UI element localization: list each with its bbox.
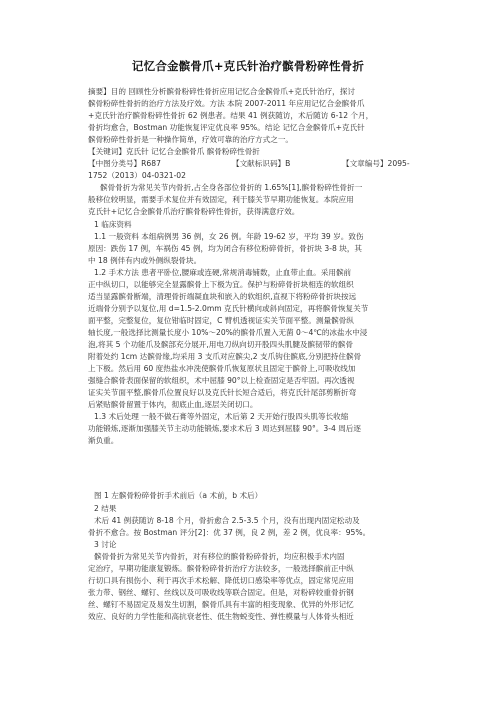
- section-1-2-line: 面平整，完整复位，复位钳临时固定，C 臂机透视证实关节面平整。测量髌骨纵: [88, 316, 354, 325]
- section-heading-3: 3 讨论: [94, 540, 117, 549]
- abstract-line: +克氏针治疗髌骨粉碎性骨折 62 例患者。结果 41 例获随访，术后随访 6-12 个月，: [88, 111, 374, 120]
- section-1-2-line: 后紧贴髌骨留置于体内，彻底止血,逐层关闭切口。: [88, 400, 258, 409]
- section-1-2-line: 近端骨分别予以复位,用 d=1.5-2.0mm 克氏针横向或斜向固定，再将髌骨恢复关节: [88, 304, 369, 313]
- section-1-2-line: 强缝合髌骨表面保留的软组织，术中屈膝 90°以上检查固定是否牢固。再次透视: [88, 376, 355, 385]
- abstract-line: 髌骨粉碎性骨折是一种操作简单，疗效可靠的治疗方式之一。: [88, 135, 294, 144]
- section-1-2-line: 附着处约 1cm 达髌骨缘,均采用 3 支爪对应髌尖,2 支爪钩住髌底,分别把持住髌骨: [88, 352, 362, 361]
- intro-line: 髌骨骨折为常见关节内骨折,占全身各部位骨折的 1.65%[1],髌骨粉碎性骨折一: [100, 183, 363, 192]
- document-code: 【文献标识码】B: [232, 159, 291, 168]
- figure-caption: 图 1 左髌骨粉碎骨折手术前后（a 术前，b 术后）: [94, 491, 263, 500]
- abstract-line: 髌骨粉碎性骨折的治疗方法及疗效。方法 本院 2007-2011 年应用记忆合金髌骨爪: [88, 99, 365, 108]
- section-1-2-line: 泡,将其 5 个功能爪及髌部充分展开,用电刀纵向切开股四头肌腱及髌韧带的髌骨: [88, 340, 354, 349]
- paper-title: 记忆合金髌骨爪+克氏针治疗髌骨粉碎性骨折: [131, 59, 365, 73]
- results-line: 骨折不愈合。按 Bostman 评分[2]：优 37 例，良 2 例，差 2 例，优良率：95%。: [88, 528, 371, 537]
- article-number-continued: 1752（2013）04-0321-02: [88, 171, 186, 180]
- section-1-2-line: 上下极。然后用 60 度热盐水冲洗使髌骨爪恢复原状且固定于髌骨上,可吸收线加: [88, 364, 356, 373]
- section-1-1-line: 中 18 例伴有内或外侧纵裂骨块。: [88, 256, 202, 265]
- section-1-2-line: 适当显露髌骨断端，清理骨折端凝血块和嵌入的软组织,直视下将粉碎骨折块按远: [88, 292, 357, 301]
- keywords: 【关键词】克氏针 记忆合金髌骨爪 髌骨粉碎性骨折: [88, 147, 260, 156]
- article-number: 【文章编号】2095-: [342, 159, 410, 168]
- section-1-2-line: 1.2 手术方法 患者平卧位,腰麻或连硬,常规消毒铺数，止血带止血。采用髌前: [94, 268, 352, 277]
- results-line: 术后 41 例获随访 8-18 个月，骨折愈合 2.5-3.5 个月，没有出现内固定松动及: [94, 516, 360, 525]
- clc-number: 【中图分类号】R687: [88, 159, 161, 168]
- discussion-line: 行切口具有损伤小、利于再次手术松解、降低切口感染率等优点，固定常见应用: [88, 576, 354, 585]
- abstract-line: 摘要】目的 回顾性分析髌骨粉碎性骨折应用记忆合金髌骨爪+克氏针治疗，探讨: [88, 87, 355, 96]
- discussion-line: 效应、良好的力学性能和高抗衰老性、低生物蜕变性、弹性模量与人体骨头相近: [88, 612, 354, 621]
- section-1-3-line: 功能锻炼,逐渐加强膝关节主动功能锻炼,要求术后 3 周达到屈膝 90°。3-4 周后逐: [88, 424, 361, 433]
- section-heading-1: 1 临床资料: [94, 220, 132, 229]
- intro-line: 般移位较明显，需要手术复位并有效固定，利于膝关节早期功能恢复。本院应用: [88, 195, 354, 204]
- section-1-1-line: 原因：跌伤 17 例，车祸伤 45 例，均为闭合有移位粉碎骨折，骨折块 3-8 块，其: [88, 244, 363, 253]
- discussion-line: 定治疗，早期功能康复锻炼。髌骨粉碎骨折治疗方法较多，一般选择髌前正中纵: [88, 564, 354, 573]
- section-1-2-line: 正中纵切口，以能够完全显露髌骨上下极为宜。保护与粉碎骨折块相连的软组织: [88, 280, 354, 289]
- abstract-line: 骨折均愈合，Bostman 功能恢复评定优良率 95%。结论 记忆合金髌骨爪+克氏针: [88, 123, 365, 132]
- intro-line: 克氏针+记忆合金髌骨爪治疗髌骨粉碎性骨折，获得满意疗效。: [88, 207, 300, 216]
- discussion-line: 丝、螺钉不易固定及易发生切割，髌骨爪具有丰富的相变现象、优异的外形记忆: [88, 600, 354, 609]
- section-heading-2: 2 结果: [94, 504, 117, 513]
- section-1-2-line: 轴长度,一般选择比测量长度小 10%～20%的髌骨爪置入无菌 0～4℃的冰盐水中浸: [88, 328, 368, 337]
- section-1-3-line: 渐负重。: [88, 436, 119, 445]
- section-1-3-line: 1.3 术后处理 一般不做石膏等外固定，术后第 2 天开始行股四头肌等长收缩: [94, 412, 349, 421]
- discussion-line: 张力带、钢丝、螺钉、丝线以及可吸收线等联合固定。但是，对粉碎较重骨折钢: [88, 588, 354, 597]
- section-1-2-line: 证实关节面平整,髌骨爪位置良好以及克氏针长短合适后，将克氏针尾部剪断折弯: [88, 388, 357, 397]
- discussion-line: 髌骨骨折为常见关节内骨折，对有移位的髌骨粉碎骨折，均应积极手术内固: [94, 552, 345, 561]
- section-1-1-line: 1.1 一般资料 本组病例男 36 例，女 26 例。年龄 19-62 岁，平均 39 岁。致伤: [94, 232, 364, 241]
